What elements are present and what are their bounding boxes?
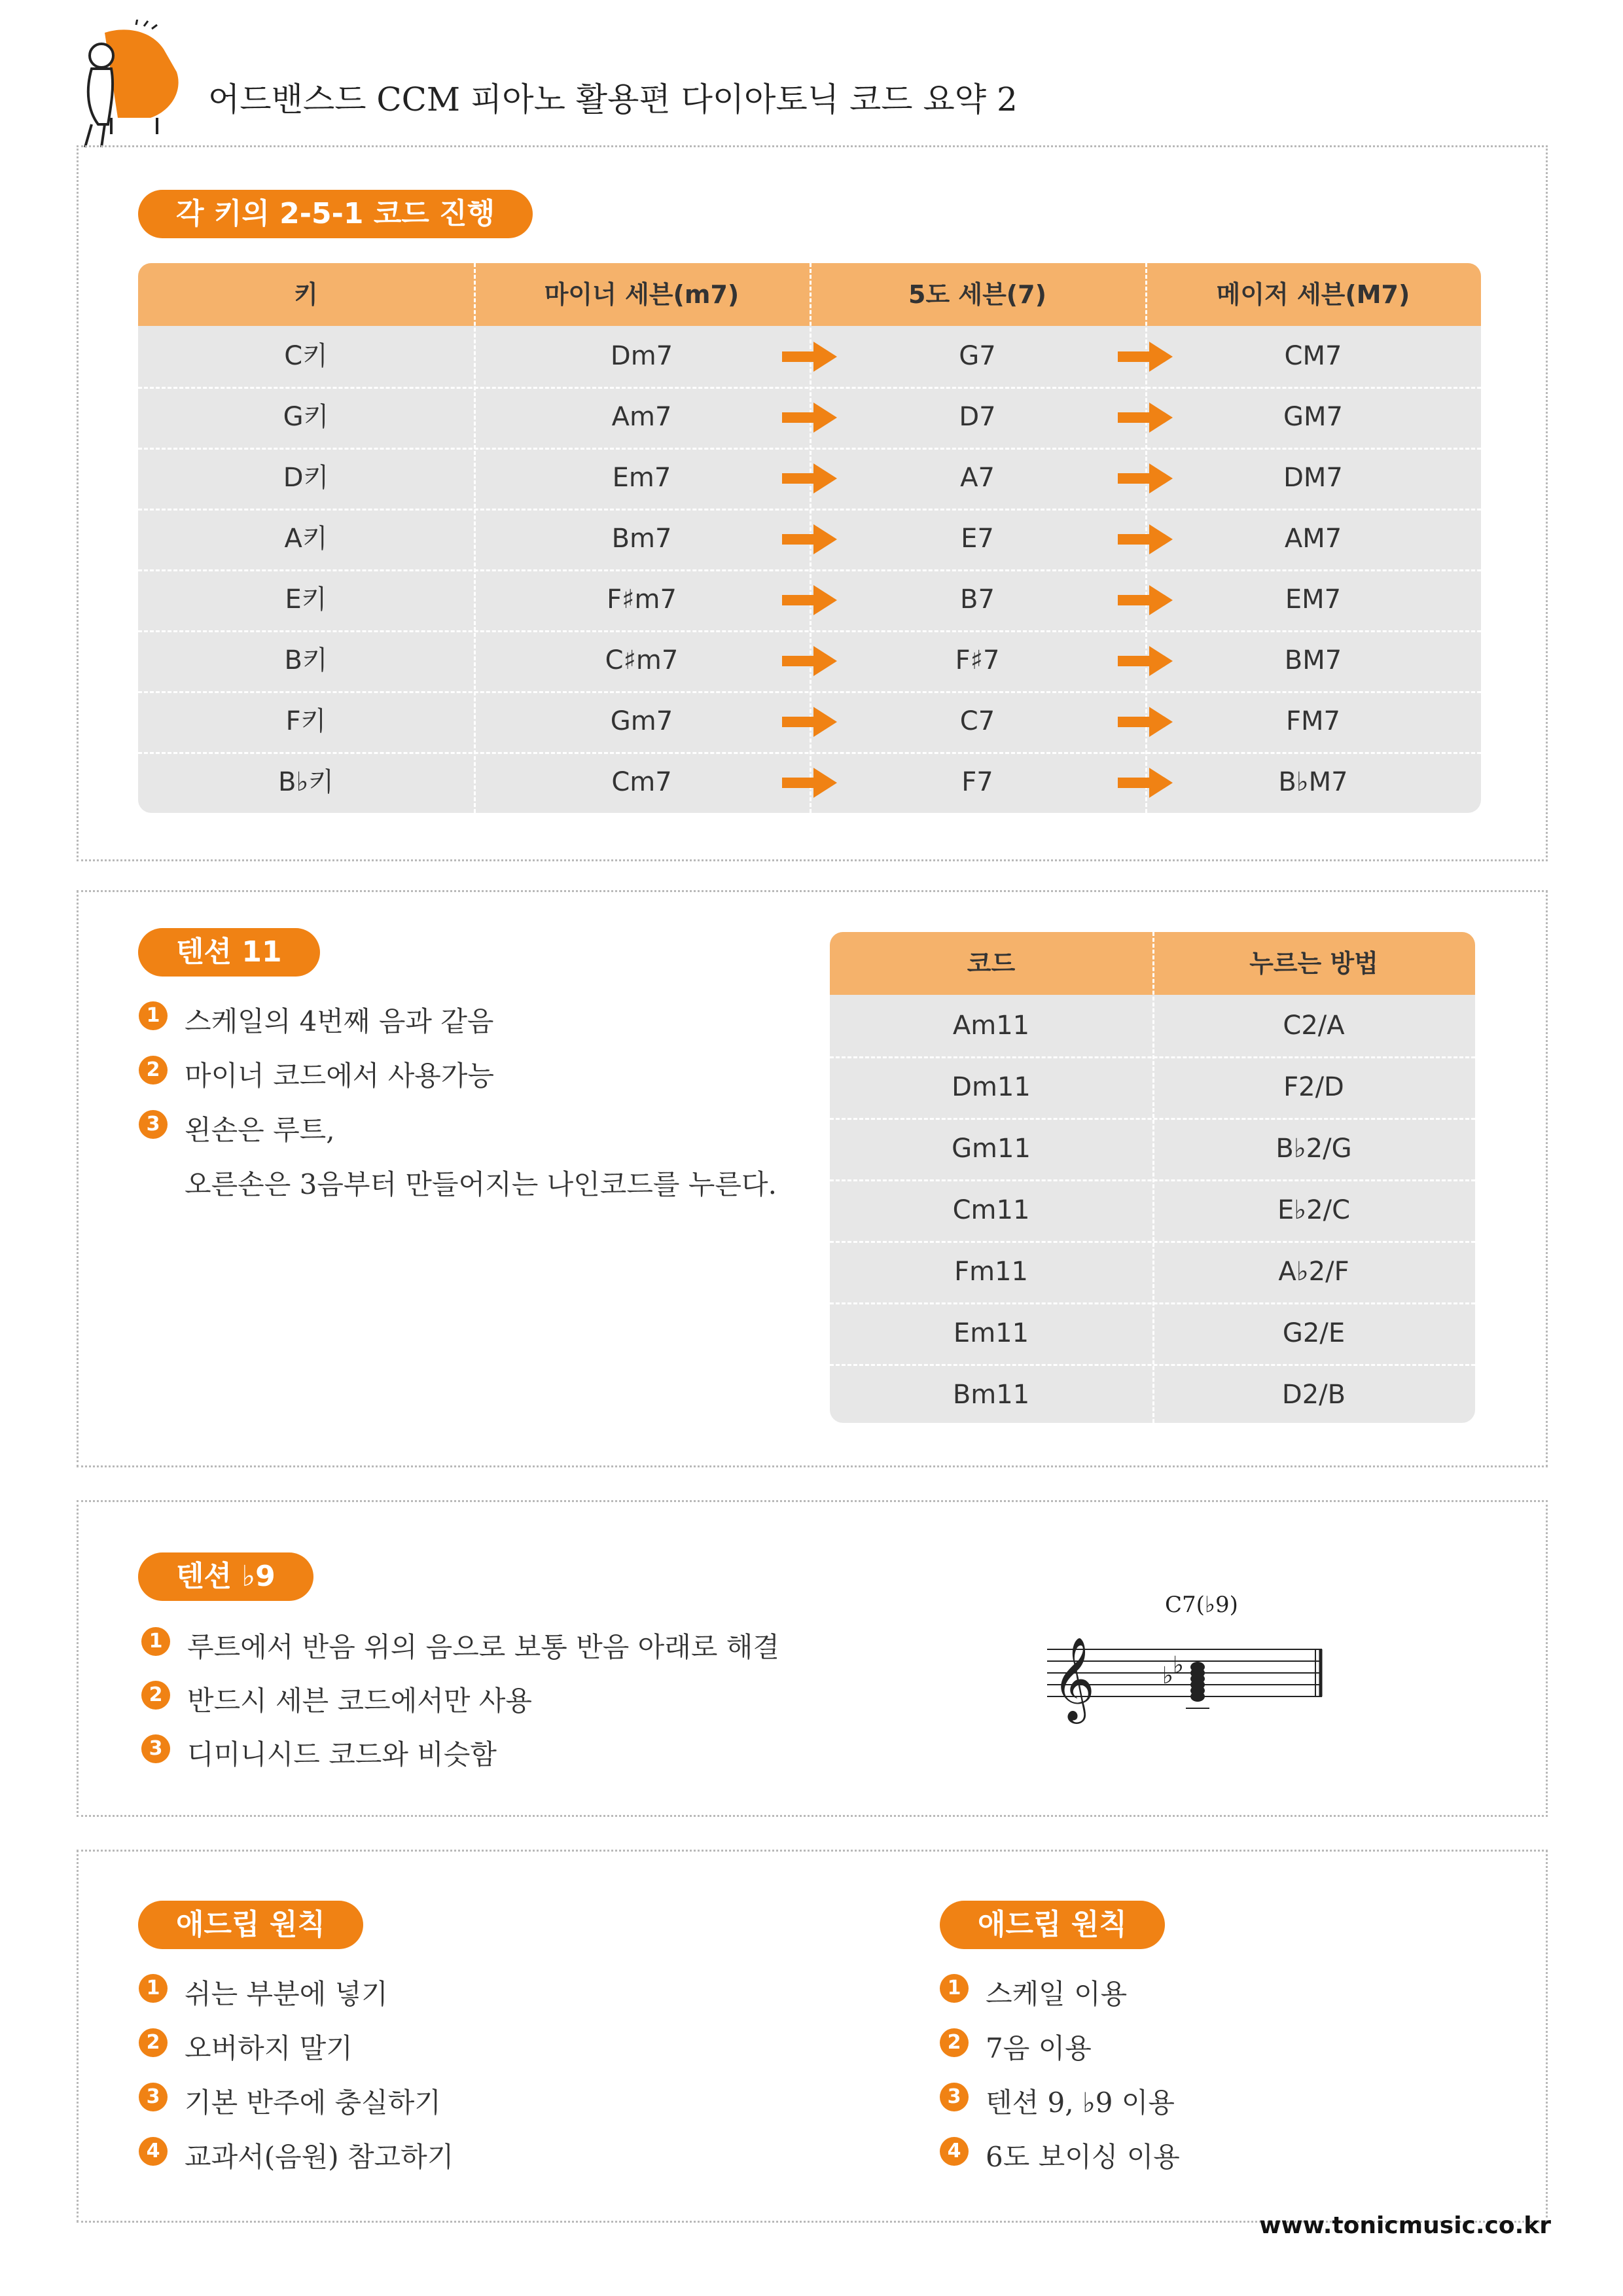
list-number-badge: 2 — [141, 1681, 170, 1710]
table-cell: D7 — [959, 402, 996, 432]
table-cell: A7 — [960, 463, 995, 493]
arrow-right-icon — [782, 584, 837, 617]
table-cell: BM7 — [1284, 645, 1342, 675]
table-cell: Dm11 — [952, 1072, 1031, 1102]
section-pill-251: 각 키의 2-5-1 코드 진행 — [138, 190, 533, 238]
table-cell: FM7 — [1286, 706, 1340, 736]
list-number-badge: 1 — [139, 1001, 168, 1030]
arrow-right-icon — [1118, 584, 1173, 617]
table-header-cell: 키 — [294, 280, 318, 309]
table-cell: CM7 — [1284, 341, 1342, 371]
table-cell: C♯m7 — [605, 645, 679, 675]
table-cell: Em11 — [953, 1318, 1029, 1348]
list-number-badge: 1 — [940, 1974, 969, 2003]
arrow-right-icon — [782, 645, 837, 677]
list-item: 디미니시드 코드와 비슷함 — [187, 1738, 497, 1770]
table-cell: A♭2/F — [1278, 1257, 1349, 1287]
list-item: 스케일 이용 — [986, 1978, 1128, 2010]
table-cell: B♭2/G — [1275, 1134, 1352, 1164]
treble-clef-icon: 𝄞 — [1052, 1636, 1096, 1720]
table-cell: Am7 — [611, 402, 672, 432]
list-item: 왼손은 루트, — [185, 1114, 335, 1146]
list-number-badge: 3 — [141, 1734, 170, 1763]
table-cell: G2/E — [1282, 1318, 1346, 1348]
table-cell: Bm11 — [952, 1380, 1030, 1410]
section-pill-adlib-right: 애드립 원칙 — [940, 1901, 1165, 1949]
table-cell: Fm11 — [954, 1257, 1028, 1287]
arrow-right-icon — [782, 706, 837, 738]
table-cell: D키 — [283, 463, 329, 493]
table-cell: EM7 — [1285, 584, 1342, 615]
list-number-badge: 4 — [940, 2137, 969, 2166]
table-cell: F7 — [961, 767, 993, 797]
table-cell: A키 — [284, 524, 328, 554]
list-item: 쉬는 부분에 넣기 — [185, 1978, 388, 2010]
arrow-right-icon — [1118, 523, 1173, 556]
list-number-badge: 2 — [139, 1056, 168, 1085]
list-item: 오버하지 말기 — [185, 2032, 353, 2064]
table-cell: Am11 — [952, 1011, 1030, 1041]
list-item: 오른손은 3음부터 만들어지는 나인코드를 누른다. — [185, 1168, 777, 1200]
table-header-cell: 코드 — [967, 949, 1016, 978]
table-cell: Em7 — [612, 463, 671, 493]
section-pill-tension-11: 텐션 11 — [138, 928, 320, 977]
table-cell: E♭2/C — [1277, 1195, 1350, 1225]
table-cell: Bm7 — [611, 524, 672, 554]
table-cell: C2/A — [1283, 1011, 1345, 1041]
list-item: 기본 반주에 충실하기 — [185, 2087, 441, 2119]
list-number-badge: 2 — [139, 2028, 168, 2057]
table-header-cell: 5도 세븐(7) — [908, 280, 1046, 309]
arrow-right-icon — [1118, 462, 1173, 495]
table-cell: E키 — [285, 584, 327, 615]
list-item: 반드시 세븐 코드에서만 사용 — [187, 1685, 532, 1717]
progression-table — [138, 263, 1481, 813]
table-cell: C키 — [284, 341, 328, 371]
table-cell: F♯7 — [955, 645, 1000, 675]
list-number-badge: 3 — [139, 2083, 168, 2111]
table-cell: G키 — [283, 402, 329, 432]
section-pill-tension-b9: 텐션 ♭9 — [138, 1552, 313, 1601]
list-number-badge: 1 — [139, 1974, 168, 2003]
table-cell: AM7 — [1284, 524, 1342, 554]
svg-text:♭: ♭ — [1162, 1662, 1173, 1689]
table-cell: Cm7 — [611, 767, 672, 797]
table-cell: G7 — [959, 341, 996, 371]
table-cell: D2/B — [1281, 1380, 1346, 1410]
list-item: 6도 보이싱 이용 — [986, 2141, 1180, 2173]
table-cell: B7 — [960, 584, 995, 615]
list-number-badge: 4 — [139, 2137, 168, 2166]
pianist-logo-icon — [65, 20, 196, 151]
music-notation — [1034, 1584, 1335, 1734]
list-item: 교과서(음원) 참고하기 — [185, 2141, 454, 2173]
page-title: 어드밴스드 CCM 피아노 활용편 다이아토닉 코드 요약 2 — [208, 81, 1018, 118]
table-cell: B♭M7 — [1278, 767, 1348, 797]
tension-11-table — [830, 932, 1475, 1423]
arrow-right-icon — [1118, 340, 1173, 373]
table-cell: B키 — [284, 645, 328, 675]
list-item: 7음 이용 — [986, 2032, 1092, 2064]
table-cell: B♭키 — [278, 767, 334, 797]
arrow-right-icon — [782, 766, 837, 799]
arrow-right-icon — [1118, 766, 1173, 799]
list-item: 마이너 코드에서 사용가능 — [185, 1060, 494, 1092]
table-cell: GM7 — [1283, 402, 1343, 432]
table-header-cell: 누르는 방법 — [1249, 949, 1378, 978]
table-cell: Cm11 — [952, 1195, 1030, 1225]
footer-url: www.tonicmusic.co.kr — [1259, 2212, 1551, 2239]
list-item: 루트에서 반음 위의 음으로 보통 반음 아래로 해결 — [187, 1631, 779, 1663]
table-cell: C7 — [959, 706, 995, 736]
list-item: 텐션 9, ♭9 이용 — [986, 2087, 1175, 2119]
arrow-right-icon — [782, 401, 837, 434]
list-number-badge: 3 — [940, 2083, 969, 2111]
table-header-cell: 메이저 세븐(M7) — [1216, 280, 1410, 309]
arrow-right-icon — [1118, 706, 1173, 738]
table-header-cell: 마이너 세븐(m7) — [544, 280, 740, 309]
table-cell: F키 — [285, 706, 327, 736]
table-cell: DM7 — [1283, 463, 1343, 493]
section-pill-adlib-left: 애드립 원칙 — [138, 1901, 363, 1949]
list-item: 스케일의 4번째 음과 같음 — [185, 1005, 494, 1037]
arrow-right-icon — [1118, 401, 1173, 434]
list-number-badge: 3 — [139, 1110, 168, 1139]
table-cell: Dm7 — [610, 341, 673, 371]
svg-text:♭: ♭ — [1173, 1652, 1184, 1679]
arrow-right-icon — [782, 340, 837, 373]
table-cell: F♯m7 — [607, 584, 677, 615]
arrow-right-icon — [782, 523, 837, 556]
list-number-badge: 1 — [141, 1627, 170, 1656]
table-cell: Gm11 — [952, 1134, 1031, 1164]
table-cell: E7 — [961, 524, 994, 554]
list-number-badge: 2 — [940, 2028, 969, 2057]
arrow-right-icon — [1118, 645, 1173, 677]
table-cell: Gm7 — [610, 706, 673, 736]
table-cell: F2/D — [1283, 1072, 1344, 1102]
arrow-right-icon — [782, 462, 837, 495]
chord-label: C7(♭9) — [1165, 1592, 1238, 1618]
